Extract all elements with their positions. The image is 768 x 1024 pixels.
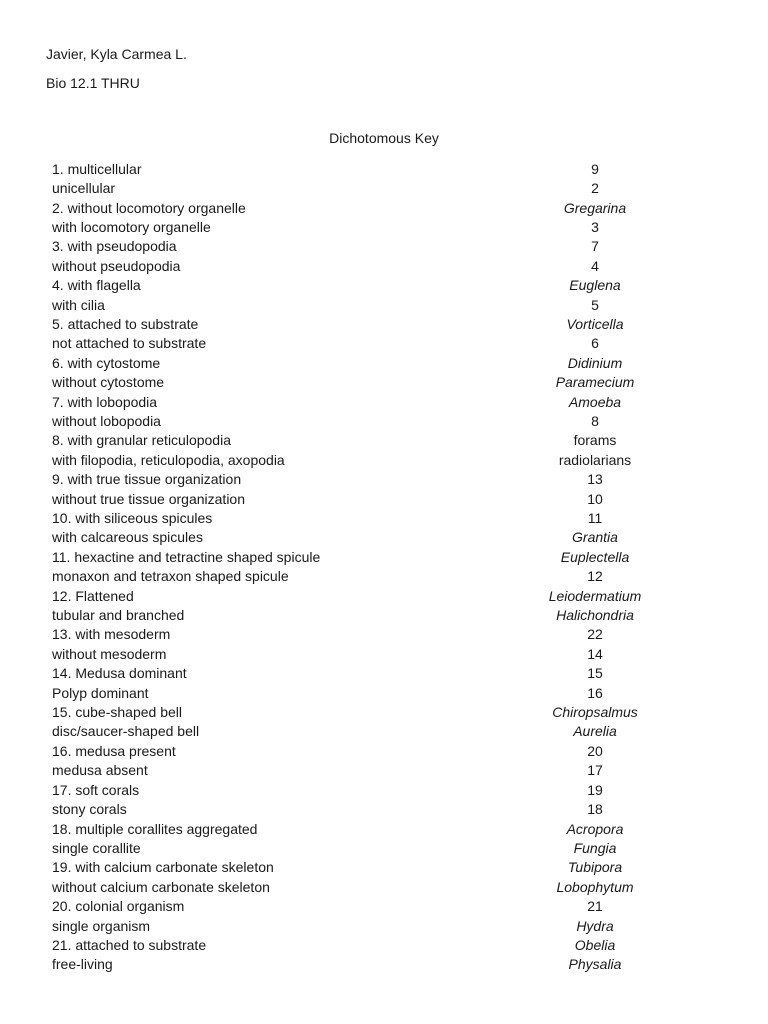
- couplet-text: 17. soft corals: [52, 781, 140, 798]
- couplet-text: 15. cube-shaped bell: [52, 704, 182, 721]
- lead-step-number: 12: [587, 568, 603, 585]
- lead-step-number: 6: [591, 335, 599, 352]
- lead-organism-name: Gregarina: [563, 199, 627, 216]
- key-row: [52, 528, 652, 547]
- lead-step-number: 2: [591, 180, 599, 197]
- key-row: [52, 605, 652, 624]
- key-row: [52, 411, 652, 430]
- couplet-text: single corallite: [52, 839, 141, 856]
- couplet-text: disc/saucer-shaped bell: [52, 723, 200, 740]
- lead-step-number: 21: [587, 898, 603, 915]
- key-row: [52, 450, 652, 469]
- key-row: [52, 256, 652, 275]
- lead-step-number: 22: [587, 626, 603, 643]
- key-row: [52, 819, 652, 838]
- couplet-text: 13. with mesoderm: [52, 626, 171, 643]
- lead-organism-name: Paramecium: [555, 374, 635, 391]
- key-row: [52, 761, 652, 780]
- couplet-text: with calcareous spicules: [52, 529, 203, 546]
- couplet-text: 12. Flattened: [52, 587, 134, 604]
- key-row: [52, 275, 652, 294]
- key-row: [52, 644, 652, 663]
- lead-organism-name: Grantia: [572, 529, 618, 546]
- key-row: [52, 780, 652, 799]
- couplet-text: tubular and branched: [52, 607, 185, 624]
- lead-organism-name: Amoeba: [568, 393, 622, 410]
- lead-organism-name: Leiodermatium: [548, 587, 642, 604]
- couplet-text: 4. with flagella: [52, 277, 141, 294]
- lead-organism-name: Halichondria: [556, 607, 634, 624]
- couplet-text: 3. with pseudopodia: [52, 238, 177, 255]
- lead-step-number: 11: [587, 510, 603, 527]
- lead-organism-name: Acropora: [566, 820, 624, 837]
- couplet-text: 16. medusa present: [52, 742, 176, 759]
- key-row: [52, 431, 652, 450]
- couplet-text: with cilia: [52, 296, 105, 313]
- lead-organism-name: Hydra: [576, 917, 614, 934]
- key-row: [52, 896, 652, 915]
- key-row: [52, 372, 652, 391]
- couplet-text: unicellular: [52, 180, 116, 197]
- couplet-text: 5. attached to substrate: [52, 315, 199, 332]
- couplet-text: 10. with siliceous spicules: [52, 510, 213, 527]
- lead-organism-name: Obelia: [574, 936, 616, 953]
- couplet-text: Polyp dominant: [52, 684, 149, 701]
- key-row: [52, 567, 652, 586]
- lead-organism-name: radiolarians: [558, 451, 632, 468]
- key-row: [52, 159, 652, 178]
- couplet-text: free-living: [52, 956, 113, 973]
- key-row: [52, 877, 652, 896]
- lead-organism-name: Lobophytum: [556, 878, 634, 895]
- couplet-text: 20. colonial organism: [52, 898, 185, 915]
- couplet-text: 19. with calcium carbonate skeleton: [52, 859, 274, 876]
- couplet-text: 14. Medusa dominant: [52, 665, 187, 682]
- couplet-text: 9. with true tissue organization: [52, 471, 242, 488]
- key-row: [52, 625, 652, 644]
- course-label: Bio 12.1 THRU: [46, 75, 140, 91]
- key-row: [52, 314, 652, 333]
- key-row: [52, 683, 652, 702]
- lead-organism-name: Physalia: [568, 956, 622, 973]
- key-row: [52, 470, 652, 489]
- lead-step-number: 14: [587, 645, 603, 662]
- document-title: Dichotomous Key: [329, 130, 439, 146]
- key-row: [52, 741, 652, 760]
- couplet-text: 6. with cytostome: [52, 354, 161, 371]
- couplet-text: 11. hexactine and tetractine shaped spicule: [52, 548, 321, 565]
- key-row: [52, 955, 652, 974]
- lead-step-number: 4: [591, 257, 599, 274]
- couplet-text: without pseudopodia: [52, 257, 181, 274]
- lead-step-number: 9: [591, 160, 599, 177]
- lead-organism-name: Euglena: [569, 277, 621, 294]
- key-row: [52, 838, 652, 857]
- key-row: [52, 508, 652, 527]
- lead-organism-name: forams: [573, 432, 617, 449]
- key-row: [52, 722, 652, 741]
- lead-step-number: 5: [591, 296, 599, 313]
- key-row: [52, 935, 652, 954]
- couplet-text: 1. multicellular: [52, 160, 142, 177]
- lead-organism-name: Chiropsalmus: [552, 704, 638, 721]
- couplet-text: without true tissue organization: [52, 490, 245, 507]
- key-row: [52, 295, 652, 314]
- key-row: [52, 198, 652, 217]
- key-row: [52, 586, 652, 605]
- lead-step-number: 20: [587, 742, 603, 759]
- couplet-text: without cytostome: [52, 374, 165, 391]
- key-row: [52, 217, 652, 236]
- key-row: [52, 392, 652, 411]
- lead-organism-name: Vorticella: [566, 315, 624, 332]
- lead-organism-name: Tubipora: [567, 859, 623, 876]
- couplet-text: 8. with granular reticulopodia: [52, 432, 231, 449]
- key-row: [52, 799, 652, 818]
- key-row: [52, 858, 652, 877]
- key-row: [52, 916, 652, 935]
- key-row: [52, 489, 652, 508]
- key-row: [52, 178, 652, 197]
- couplet-text: single organism: [52, 917, 151, 934]
- key-row: [52, 547, 652, 566]
- lead-organism-name: Fungia: [573, 839, 617, 856]
- lead-step-number: 8: [591, 412, 599, 429]
- couplet-text: 2. without locomotory organelle: [52, 199, 246, 216]
- key-row: [52, 702, 652, 721]
- couplet-text: 21. attached to substrate: [52, 936, 207, 953]
- dichotomous-key-table: [52, 159, 652, 974]
- couplet-text: without calcium carbonate skeleton: [52, 878, 270, 895]
- couplet-text: without lobopodia: [52, 412, 161, 429]
- key-row: [52, 664, 652, 683]
- lead-step-number: 15: [587, 665, 603, 682]
- lead-step-number: 10: [587, 490, 603, 507]
- lead-step-number: 3: [591, 218, 599, 235]
- key-row: [52, 334, 652, 353]
- couplet-text: monaxon and tetraxon shaped spicule: [52, 568, 289, 585]
- lead-step-number: 19: [587, 781, 603, 798]
- couplet-text: not attached to substrate: [52, 335, 207, 352]
- lead-organism-name: Euplectella: [560, 548, 630, 565]
- lead-organism-name: Aurelia: [573, 723, 617, 740]
- couplet-text: with filopodia, reticulopodia, axopodia: [52, 451, 285, 468]
- lead-step-number: 16: [587, 684, 603, 701]
- couplet-text: stony corals: [52, 801, 127, 818]
- lead-step-number: 17: [587, 762, 603, 779]
- key-row: [52, 237, 652, 256]
- lead-step-number: 7: [591, 238, 599, 255]
- couplet-text: without mesoderm: [52, 645, 167, 662]
- lead-step-number: 13: [587, 471, 603, 488]
- couplet-text: 18. multiple corallites aggregated: [52, 820, 258, 837]
- key-row: [52, 353, 652, 372]
- couplet-text: 7. with lobopodia: [52, 393, 158, 410]
- author-name: Javier, Kyla Carmea L.: [46, 46, 187, 62]
- lead-organism-name: Didinium: [567, 354, 623, 371]
- lead-step-number: 18: [587, 801, 603, 818]
- couplet-text: with locomotory organelle: [52, 218, 211, 235]
- couplet-text: medusa absent: [52, 762, 148, 779]
